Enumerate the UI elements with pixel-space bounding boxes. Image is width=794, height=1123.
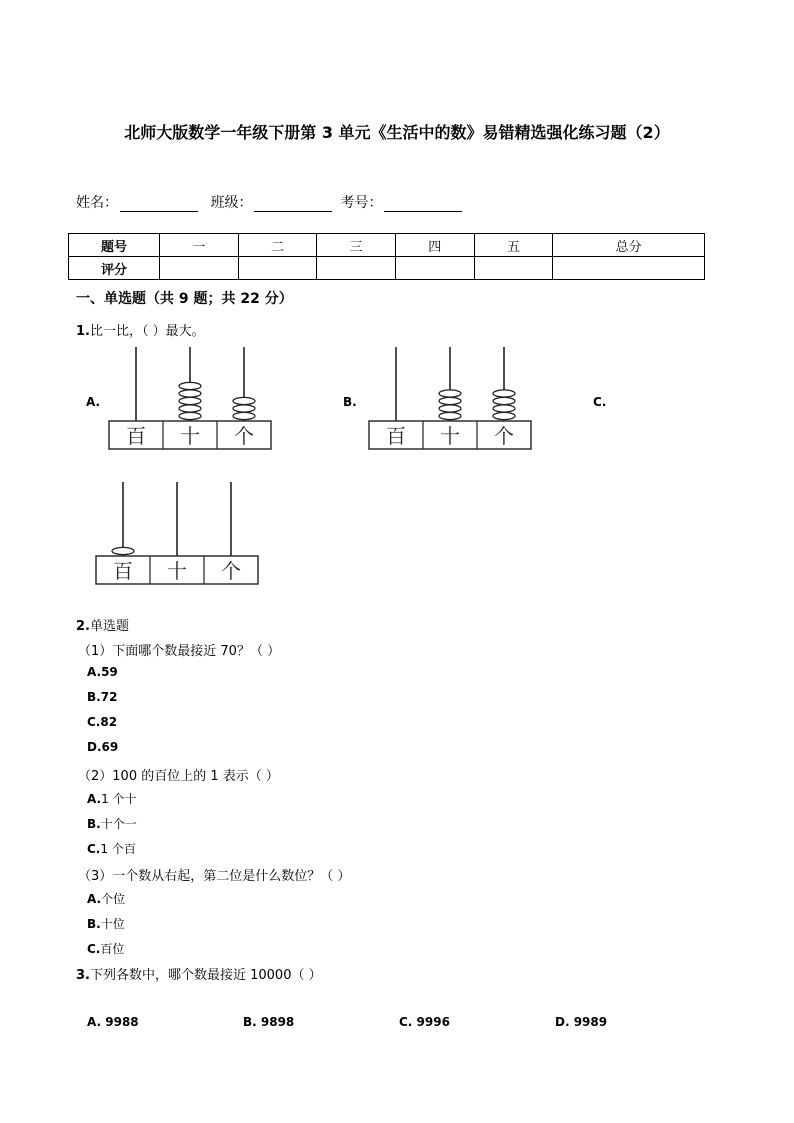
choice-value: 百位 <box>100 942 125 956</box>
abacus-bead <box>179 405 201 412</box>
abacus-bead <box>179 397 201 404</box>
abacus-place-label: 百 <box>386 424 406 448</box>
choice-letter: A. <box>87 892 102 906</box>
abacus-place-label: 百 <box>113 559 133 583</box>
choice-c[interactable] <box>87 715 117 729</box>
choice-value: 1 个百 <box>100 842 136 856</box>
abacus-place-label: 十 <box>440 424 460 448</box>
subquestion-2: （2）100 的百位上的 1 表示（ ） <box>78 769 279 784</box>
score-row-label: 评分 <box>69 257 160 280</box>
abacus-place-label: 个 <box>234 424 254 448</box>
exam-blank[interactable] <box>384 196 462 212</box>
score-cell[interactable] <box>553 257 705 280</box>
choice-c[interactable]: C. 9996 <box>399 1015 450 1029</box>
choice-c[interactable] <box>87 840 136 857</box>
choice-value: 个位 <box>101 892 126 906</box>
question-2 <box>76 615 129 634</box>
abacus-place-label: 百 <box>126 424 146 448</box>
score-header-cell: 二 <box>238 234 317 257</box>
choice-value: 59 <box>101 665 118 679</box>
page-title: 北师大版数学一年级下册第 3 单元《生活中的数》易错精选强化练习题（2） <box>124 123 670 142</box>
abacus-c <box>92 480 264 590</box>
choice-a[interactable] <box>87 890 125 907</box>
choice-letter: D. <box>87 740 102 754</box>
score-header-cell: 五 <box>474 234 553 257</box>
abacus-bead <box>493 405 515 412</box>
abacus-bead <box>233 397 255 404</box>
choice-d[interactable]: D. 9989 <box>555 1015 608 1029</box>
abacus-place-label: 十 <box>180 424 200 448</box>
choice-letter: B. <box>87 690 101 704</box>
abacus-bead <box>439 397 461 404</box>
score-cell[interactable] <box>160 257 239 280</box>
choice-d[interactable] <box>87 740 118 754</box>
abacus-bead <box>439 405 461 412</box>
question-text: 单选题 <box>89 619 129 634</box>
score-cell[interactable] <box>238 257 317 280</box>
abacus-bead <box>493 390 515 397</box>
class-label: 班级： <box>210 195 253 211</box>
student-info <box>76 192 470 212</box>
section-heading: 一、单选题（共 9 题；共 22 分） <box>76 291 293 307</box>
exam-label: 考号： <box>340 195 383 211</box>
option-b-label[interactable]: B. <box>343 395 357 409</box>
choice-a[interactable]: A. 9988 <box>87 1015 139 1029</box>
class-blank[interactable] <box>254 196 332 212</box>
question-text: 下列各数中，哪个数最接近 10000（ ） <box>89 968 322 983</box>
abacus-bead <box>439 412 461 419</box>
question-number: 3. <box>76 968 90 983</box>
choice-letter: B. <box>87 817 101 831</box>
abacus-place-label: 个 <box>494 424 514 448</box>
option-a-label[interactable]: A. <box>86 395 101 409</box>
choice-letter: C. <box>87 842 101 856</box>
choice-value: 72 <box>100 690 118 704</box>
name-label: 姓名： <box>76 195 118 211</box>
abacus-bead <box>233 412 255 419</box>
question-text: 比一比，（ ）最大。 <box>89 324 205 339</box>
choice-b[interactable] <box>87 815 137 832</box>
abacus-bead <box>179 412 201 419</box>
choice-letter: C. <box>87 942 101 956</box>
score-table <box>68 233 705 280</box>
score-cell[interactable] <box>474 257 553 280</box>
question-1 <box>76 320 205 339</box>
abacus-bead <box>493 412 515 419</box>
score-cell[interactable] <box>395 257 474 280</box>
abacus-place-label: 十 <box>167 559 187 583</box>
abacus-bead <box>179 382 201 389</box>
choice-b[interactable]: B. 9898 <box>243 1015 295 1029</box>
score-header-cell: 一 <box>160 234 239 257</box>
choice-value: 82 <box>100 715 118 729</box>
question-number: 2. <box>76 619 90 634</box>
choice-c[interactable] <box>87 940 124 957</box>
score-cell[interactable] <box>317 257 396 280</box>
score-header-cell: 四 <box>395 234 474 257</box>
choice-value: 69 <box>101 740 119 754</box>
score-header-cell: 题号 <box>69 234 160 257</box>
abacus-bead <box>179 390 201 397</box>
name-blank[interactable] <box>120 196 198 212</box>
subquestion-3: （3）一个数从右起，第二位是什么数位？（ ） <box>78 869 351 884</box>
subquestion-1: （1）下面哪个数最接近 70？（ ） <box>78 644 281 659</box>
choice-letter: C. <box>87 715 101 729</box>
choice-letter: A. <box>87 792 102 806</box>
abacus-place-label: 个 <box>221 559 241 583</box>
abacus-bead <box>439 390 461 397</box>
choice-b[interactable] <box>87 690 117 704</box>
score-header-cell: 三 <box>317 234 396 257</box>
choice-a[interactable] <box>87 790 137 807</box>
choice-value: 十位 <box>100 917 125 931</box>
score-header-cell: 总分 <box>553 234 705 257</box>
choice-letter: A. <box>87 665 102 679</box>
abacus-bead <box>112 547 134 554</box>
choice-value: 1 个十 <box>101 792 137 806</box>
choice-letter: B. <box>87 917 101 931</box>
choice-value: 十个一 <box>100 817 137 831</box>
question-number: 1. <box>76 324 90 339</box>
score-table-row <box>69 257 705 280</box>
choice-a[interactable] <box>87 665 118 679</box>
choice-b[interactable] <box>87 915 125 932</box>
abacus-a <box>105 345 277 455</box>
abacus-bead <box>233 405 255 412</box>
question-3 <box>76 964 322 983</box>
abacus-b <box>365 345 537 455</box>
abacus-bead <box>493 397 515 404</box>
score-table-header-row <box>69 234 705 257</box>
option-c-label[interactable]: C. <box>593 395 607 409</box>
